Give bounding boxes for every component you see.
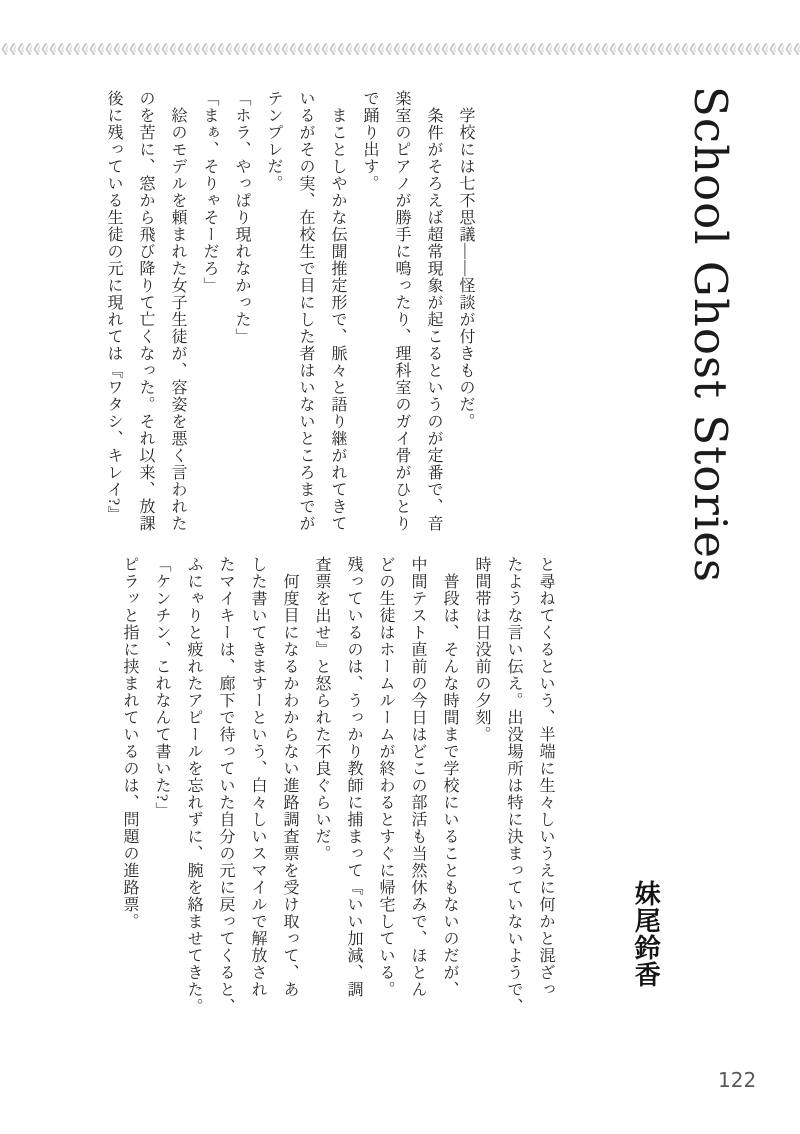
- text-line: と尋ねてくるという、半端に生々しいうえに何かと混ざっ: [537, 556, 554, 998]
- text-line: 何度目になるかわからない進路調査票を受け取って、あ: [281, 556, 298, 998]
- text-line: 普段は、そんな時間まで学校にいることもないのだが、: [441, 556, 458, 998]
- text-line: のを苦に、窓から飛び降りて亡くなった。それ以来、放課: [137, 90, 154, 532]
- top-text-block: [97, 90, 481, 560]
- text-line: 絵のモデルを頼まれた女子生徒が、容姿を悪く言われた: [169, 90, 186, 532]
- text-line: たような言い伝え。出没場所は特に決まっていないようで、: [505, 556, 522, 1015]
- text-line: 「まぁ、そりゃそーだろ」: [201, 90, 218, 294]
- decorative-chevron-border: [0, 42, 800, 56]
- text-line: した書いてきますーという、白々しいスマイルで解放され: [249, 556, 266, 998]
- text-line: 中間テスト直前の今日はどこの部活も当然休みで、ほとん: [409, 556, 426, 998]
- text-line: まことしやかな伝聞推定形で、脈々と語り継がれてきて: [329, 90, 346, 532]
- text-line: テンプレだ。: [265, 90, 282, 192]
- text-line: 後に残っている生徒の元に現れては『ワタシ、キレイ?』: [105, 90, 122, 524]
- text-line: 残っているのは、うっかり教師に捕まって『いい加減、調: [345, 556, 362, 998]
- text-line: 「ケンチン、これなんて書いた?」: [153, 556, 170, 820]
- text-line: いるがその実、在校生で目にした者はいないところまでが: [297, 90, 314, 532]
- page-number: 122: [718, 1068, 757, 1092]
- text-line: 時間帯は日没前の夕刻。: [473, 556, 490, 743]
- text-line: で踊り出す。: [361, 90, 378, 192]
- text-line: ふにゃりと疲れたアピールを忘れずに、腕を絡ませてきた。: [185, 556, 202, 1015]
- text-line: 学校には七不思議――怪談が付きものだ。: [457, 90, 474, 430]
- author-name: 妹尾鈴香: [631, 880, 662, 988]
- text-line: たマイキーは、廊下で待っていた自分の元に戻ってくると、: [217, 556, 234, 1015]
- text-line: 「ホラ、やっぱり現れなかった」: [233, 90, 250, 345]
- story-title: School Ghost Stories: [684, 86, 737, 584]
- text-line: どの生徒はホームルームが終わるとすぐに帰宅している。: [377, 556, 394, 998]
- bottom-text-block: [113, 556, 561, 1046]
- text-line: 査票を出せ』と怒られた不良ぐらいだ。: [313, 556, 330, 862]
- text-line: 条件がそろえば超常現象が起こるというのが定番で、音: [425, 90, 442, 532]
- text-line: ピラッと指に挟まれているのは、問題の進路票。: [121, 556, 138, 930]
- text-line: 楽室のピアノが勝手に鳴ったり、理科室のガイ骨がひとり: [393, 90, 410, 532]
